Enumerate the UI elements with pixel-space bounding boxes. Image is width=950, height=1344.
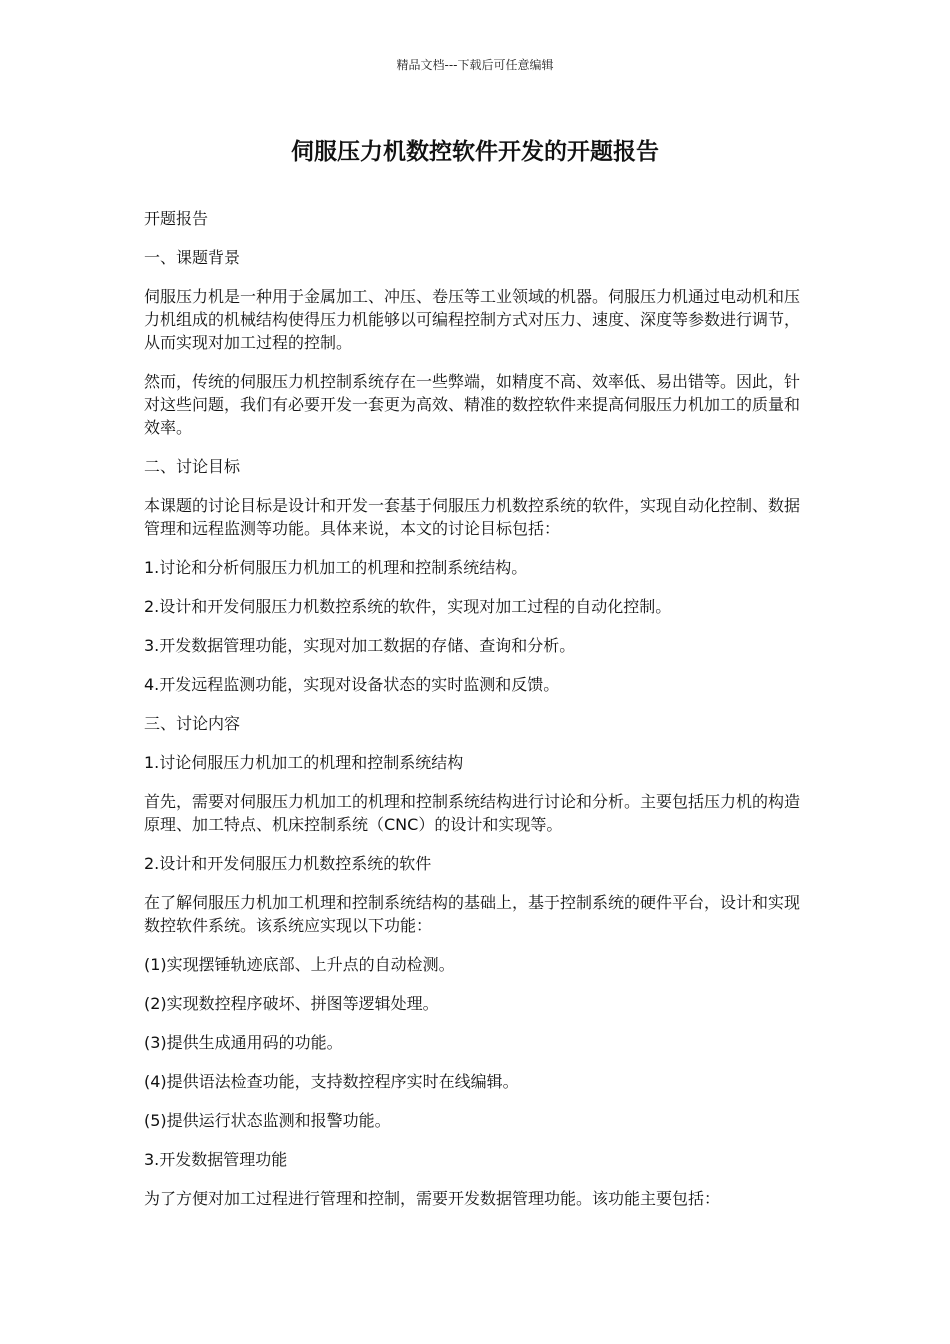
feature-item-5: (5)提供运行状态监测和报警功能。 <box>144 1111 391 1130</box>
feature-item-3: (3)提供生成通用码的功能。 <box>144 1033 343 1052</box>
heading-goals: 二、讨论目标 <box>144 457 241 476</box>
subheading-content-1: 1.讨论伺服压力机加工的机理和控制系统结构 <box>144 753 464 772</box>
goal-item-1: 1.讨论和分析伺服压力机加工的机理和控制系统结构。 <box>144 558 528 577</box>
document-body <box>144 207 800 1226</box>
section-label-report: 开题报告 <box>144 209 209 228</box>
paragraph-content-3: 为了方便对加工过程进行管理和控制，需要开发数据管理功能。该功能主要包括： <box>144 1189 721 1208</box>
heading-content: 三、讨论内容 <box>144 714 241 733</box>
feature-item-1: (1)实现摆锤轨迹底部、上升点的自动检测。 <box>144 955 455 974</box>
goal-item-4: 4.开发远程监测功能，实现对设备状态的实时监测和反馈。 <box>144 675 560 694</box>
heading-background: 一、课题背景 <box>144 248 241 267</box>
page-header-note: 精品文档---下载后可任意编辑 <box>396 58 554 72</box>
document-title: 伺服压力机数控软件开发的开题报告 <box>291 139 659 165</box>
paragraph-content-2: 在了解伺服压力机加工机理和控制系统结构的基础上，基于控制系统的硬件平台，设计和实现数控软件系统。该系统应实现以下功能： <box>144 893 801 935</box>
goal-item-2: 2.设计和开发伺服压力机数控系统的软件，实现对加工过程的自动化控制。 <box>144 597 672 616</box>
goal-item-3: 3.开发数据管理功能，实现对加工数据的存储、查询和分析。 <box>144 636 576 655</box>
feature-item-4: (4)提供语法检查功能，支持数控程序实时在线编辑。 <box>144 1072 519 1091</box>
subheading-content-3: 3.开发数据管理功能 <box>144 1150 288 1169</box>
feature-item-2: (2)实现数控程序破坏、拼图等逻辑处理。 <box>144 994 439 1013</box>
paragraph-background-2: 然而，传统的伺服压力机控制系统存在一些弊端，如精度不高、效率低、易出错等。因此，针对这些问题，我们有必要开发一套更为高效、精准的数控软件来提高伺服压力机加工的质量和效率。 <box>144 372 801 437</box>
subheading-content-2: 2.设计和开发伺服压力机数控系统的软件 <box>144 854 432 873</box>
paragraph-goals-intro: 本课题的讨论目标是设计和开发一套基于伺服压力机数控系统的软件，实现自动化控制、数据管理和远程监测等功能。具体来说，本文的讨论目标包括： <box>144 496 801 538</box>
paragraph-background-1: 伺服压力机是一种用于金属加工、冲压、卷压等工业领域的机器。伺服压力机通过电动机和压力机组成的机械结构使得压力机能够以可编程控制方式对压力、速度、深度等参数进行调节，从而实现对加工过程的控制。 <box>144 287 801 352</box>
paragraph-content-1: 首先，需要对伺服压力机加工的机理和控制系统结构进行讨论和分析。主要包括压力机的构造原理、加工特点、机床控制系统（CNC）的设计和实现等。 <box>144 792 801 834</box>
